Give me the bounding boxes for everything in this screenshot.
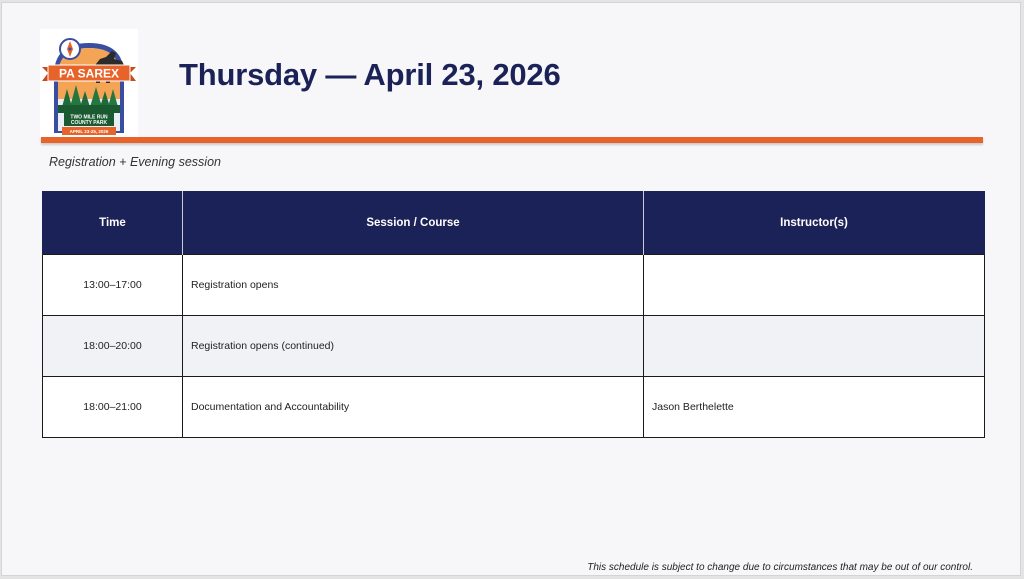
cell-session: Documentation and Accountability: [183, 377, 644, 438]
compass-icon: [60, 39, 80, 59]
cell-instructors: [644, 316, 985, 377]
logo-park-line2: COUNTY PARK: [70, 120, 108, 126]
table-header-row: [43, 191, 985, 255]
pa-sarex-logo: [40, 29, 138, 137]
column-header-instructors: Instructor(s): [644, 191, 985, 255]
column-header-session: Session / Course: [183, 191, 644, 255]
table-row: [43, 255, 985, 316]
cell-session: Registration opens: [183, 255, 644, 316]
cell-time: 18:00–20:00: [43, 316, 183, 377]
page-subtitle: Registration + Evening session: [49, 155, 221, 169]
logo-dates: APRIL 23-25, 2026: [69, 129, 109, 134]
schedule-table: [42, 191, 985, 438]
page-title: Thursday — April 23, 2026: [179, 57, 561, 92]
table-row: [43, 377, 985, 438]
logo-banner-text: PA SAREX: [58, 66, 120, 81]
cell-instructors: Jason Berthelette: [644, 377, 985, 438]
column-header-time: Time: [43, 191, 183, 255]
title-divider: [41, 137, 983, 143]
schedule-disclaimer: This schedule is subject to change due to circumstances that may be out of our control.: [587, 562, 973, 573]
cell-time: 13:00–17:00: [43, 255, 183, 316]
cell-session: Registration opens (continued): [183, 316, 644, 377]
logo-park-line1: TWO MILE RUN: [70, 114, 108, 121]
slide: [1, 2, 1021, 576]
cell-instructors: [644, 255, 985, 316]
table-row: [43, 316, 985, 377]
cell-time: 18:00–21:00: [43, 377, 183, 438]
